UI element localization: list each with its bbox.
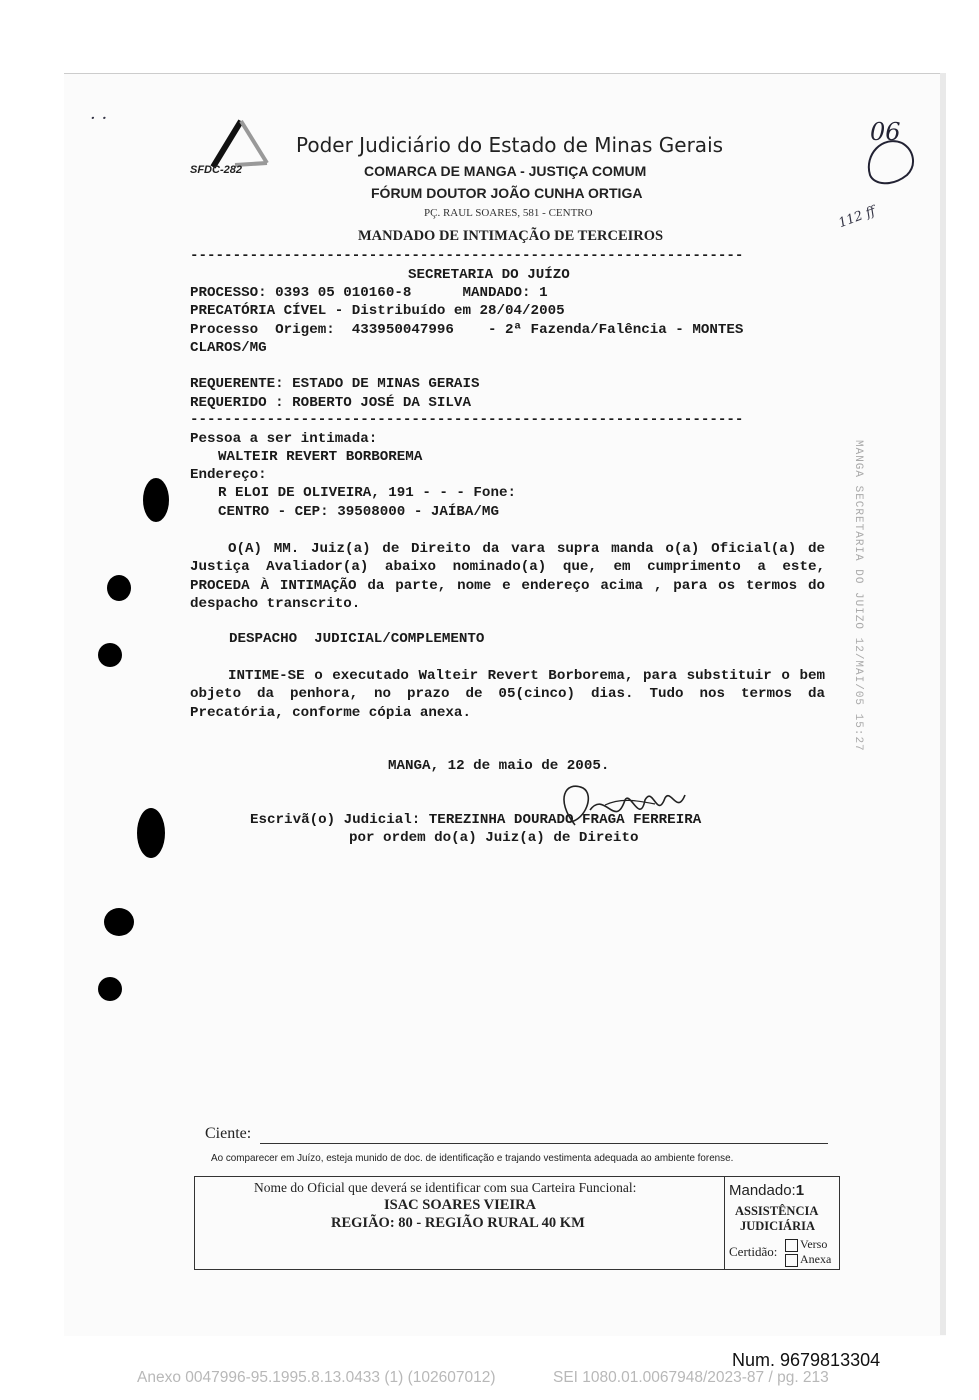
precatoria-line: PRECATÓRIA CÍVEL - Distribuído em 28/04/2005	[190, 303, 565, 319]
comarca: COMARCA DE MANGA - JUSTIÇA COMUM	[364, 163, 647, 179]
clerk-order-line: por ordem do(a) Juiz(a) de Direito	[349, 830, 639, 846]
punch-hole	[98, 977, 122, 1001]
handwritten-circle	[862, 135, 922, 190]
person-label: Pessoa a ser intimada:	[190, 431, 378, 447]
handwritten-marks-left: · ·	[90, 108, 108, 129]
despacho-paragraph: INTIME-SE o executado Walteir Revert Borborema, para substituir o bem objeto da penhora, no prazo de 05(cinco) dias. Tudo nos termos da Precatória, conforme cópia anexa.	[190, 668, 825, 721]
verso-checkbox[interactable]	[785, 1239, 798, 1252]
mandado-number: 1	[795, 1182, 805, 1199]
origin-process: Processo Origem: 433950047996 - 2ª Fazenda/Falência - MONTES	[190, 322, 744, 338]
form-code: SFDC-282	[190, 164, 242, 176]
ciente-label: Ciente:	[205, 1125, 252, 1142]
court-title: Poder Judiciário do Estado de Minas Gerais	[296, 133, 724, 157]
handwritten-signature	[545, 770, 695, 850]
officer-region: REGIÃO: 80 - REGIÃO RURAL 40 KM	[331, 1215, 585, 1231]
address-city: CENTRO - CEP: 39508000 - JAÍBA/MG	[218, 504, 499, 520]
officer-label: Nome do Oficial que deverá se identificar com sua Carteira Funcional:	[254, 1180, 637, 1195]
assistencia-line1: ASSISTÊNCIA	[735, 1204, 819, 1218]
handwritten-page-number: 06	[870, 118, 901, 146]
separator: -----------------------------------------------------------------	[190, 248, 744, 264]
anexa-option[interactable]	[785, 1252, 831, 1267]
despacho-title: DESPACHO JUDICIAL/COMPLEMENTO	[229, 631, 485, 647]
receipt-stamp: MANGA SECRETARIA DO JUIZO 12/MAI/05 15:27	[852, 440, 864, 752]
annex-reference: Anexo 0047996-95.1995.8.13.0433 (1) (102607012)	[137, 1369, 496, 1386]
certidao-label: Certidão:	[729, 1244, 778, 1259]
court-notice: Ao comparecer em Juízo, esteja munido de doc. de identificação e trajando vestimenta adequada ao ambiente forense.	[211, 1152, 734, 1164]
scan-edge	[940, 73, 946, 1335]
punch-hole	[143, 478, 169, 522]
punch-hole	[98, 643, 122, 667]
document-type: MANDADO DE INTIMAÇÃO DE TERCEIROS	[358, 228, 664, 244]
requerido: REQUERIDO : ROBERTO JOSÉ DA SILVA	[190, 395, 471, 411]
mandado-label-text: Mandado:	[729, 1182, 796, 1199]
punch-hole	[137, 808, 165, 858]
verso-option[interactable]	[785, 1237, 827, 1252]
ciente-signature-line	[260, 1143, 828, 1144]
section-title: SECRETARIA DO JUÍZO	[408, 267, 570, 283]
mandado-label	[729, 1182, 804, 1199]
person-name: WALTEIR REVERT BORBOREMA	[218, 449, 423, 465]
process-number: PROCESSO: 0393 05 010160-8 MANDADO: 1	[190, 285, 548, 301]
document-number: Num. 9679813304	[732, 1350, 881, 1370]
anexa-label: Anexa	[800, 1252, 832, 1266]
address-street: R ELOI DE OLIVEIRA, 191 - - - Fone:	[218, 485, 516, 501]
origin-city: CLAROS/MG	[190, 340, 267, 356]
address-label: Endereço:	[190, 467, 267, 483]
assistencia-line2: JUDICIÁRIA	[740, 1219, 816, 1233]
box-divider	[724, 1176, 725, 1269]
punch-hole	[104, 908, 134, 936]
forum: FÓRUM DOUTOR JOÃO CUNHA ORTIGA	[371, 185, 643, 201]
verso-label: Verso	[800, 1237, 828, 1251]
punch-hole	[107, 575, 131, 601]
anexa-checkbox[interactable]	[785, 1254, 798, 1267]
officer-name: ISAC SOARES VIEIRA	[384, 1197, 537, 1213]
court-address: PÇ. RAUL SOARES, 581 - CENTRO	[424, 207, 593, 219]
clerk-signature-line: Escrivã(o) Judicial: TEREZINHA DOURADO FRAGA FERREIRA	[250, 812, 702, 828]
order-paragraph: O(A) MM. Juiz(a) de Direito da vara supra manda o(a) Oficial(a) de Justiça Avaliador(a) abaixo nominado(a) que, em cumprimento a este, PROCEDA À INTIMAÇÃO da parte, nome e endereço acima , para os termos do despacho transcrito.	[190, 541, 825, 612]
handwritten-note: 112 ff	[836, 203, 878, 232]
requerente: REQUERENTE: ESTADO DE MINAS GERAIS	[190, 376, 480, 392]
date-line: MANGA, 12 de maio de 2005.	[388, 758, 610, 774]
sei-reference: SEI 1080.01.0067948/2023-87 / pg. 213	[553, 1369, 829, 1386]
separator: -----------------------------------------------------------------	[190, 412, 744, 428]
